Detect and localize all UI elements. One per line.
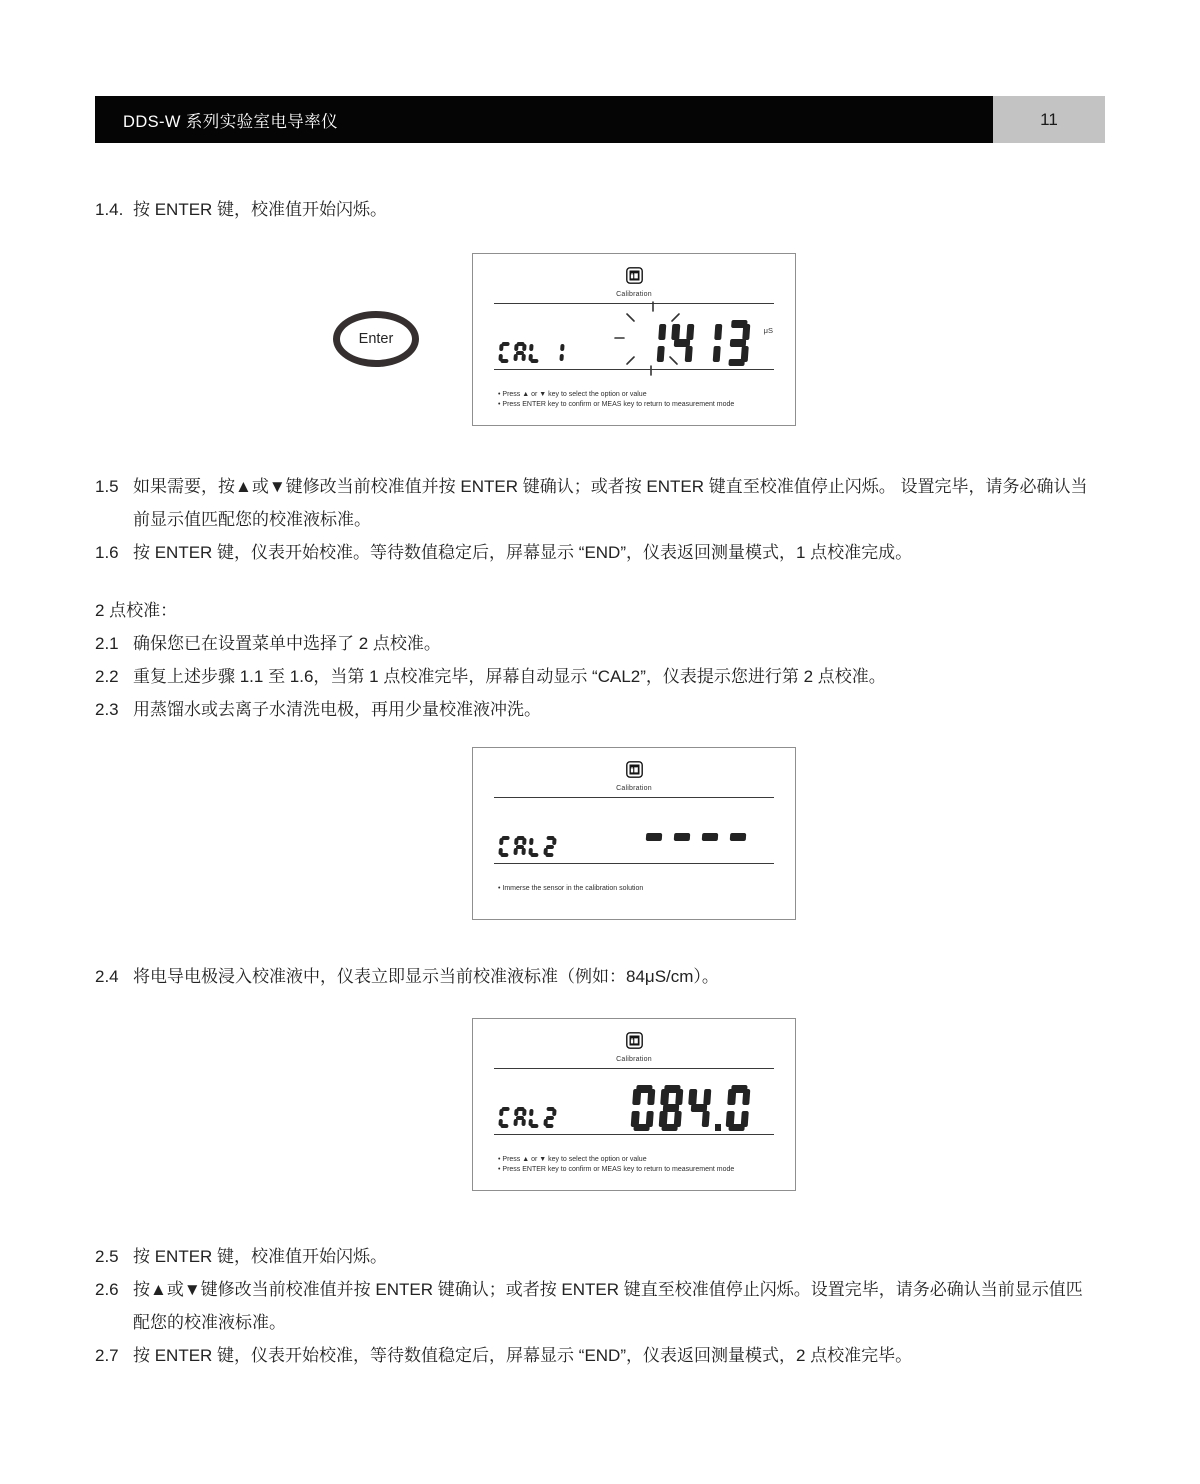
lcd-panel: [472, 1018, 796, 1191]
lcd-segment: [631, 1111, 640, 1128]
page-title: DDS-W 系列实验室电导率仪: [123, 112, 338, 131]
lcd-segment: [684, 346, 693, 363]
lcd-segment: [552, 838, 556, 845]
lcd-digit: [725, 320, 750, 366]
step-row: [95, 193, 1095, 226]
lcd-segment: [726, 1111, 735, 1128]
lcd-segment: [498, 848, 502, 855]
step-row: [95, 693, 1095, 726]
lcd-digit: [528, 1107, 541, 1128]
step-text: 用蒸馏水或去离子水清洗电极，再用少量校准液冲洗。: [133, 700, 541, 719]
lcd-value: [643, 814, 749, 860]
lcd-note: • Press ENTER key to confirm or MEAS key to return to measurement mode: [498, 1165, 735, 1173]
header-title-bar: [95, 96, 993, 143]
lcd-segment: [521, 1119, 525, 1126]
step-text: 按 ENTER 键，仪表开始校准，等待数值稳定后，屏幕显示 “END”，仪表返回测量模式，2 点校准完毕。: [133, 1346, 913, 1365]
enter-key-illustration: [333, 311, 419, 367]
lcd-divider-top: [494, 797, 774, 798]
lcd-segment: [702, 833, 719, 841]
calibration-icon-label: Calibration: [616, 785, 652, 792]
lcd-segment: [727, 1089, 736, 1106]
lcd-segment: [660, 1089, 669, 1106]
step-number: 2.5: [95, 1247, 119, 1266]
lcd-segment: [521, 354, 525, 361]
lcd-note: • Press ▲ or ▼ key to select the option or value: [498, 1156, 647, 1163]
lcd-panel: [472, 253, 796, 426]
lcd-divider-top: [494, 1068, 774, 1069]
step-number: 2.7: [95, 1346, 119, 1365]
lcd-segment: [671, 324, 680, 341]
lcd-display-row: [499, 310, 749, 366]
lcd-digit: [543, 1107, 556, 1128]
lcd-divider-top: [494, 303, 774, 304]
lcd-digit: [513, 1107, 526, 1128]
step-text: 确保您已在设置菜单中选择了 2 点校准。: [133, 634, 441, 653]
calibration-icon-block: [473, 1032, 795, 1063]
lcd-display-row: [499, 1075, 749, 1131]
lcd-digit: [498, 836, 511, 857]
lcd-divider-bottom: [494, 863, 774, 864]
calibration-icon-label: Calibration: [616, 291, 652, 298]
calibration-icon: [626, 267, 643, 289]
step-row: [95, 536, 1095, 569]
lcd-digit: [513, 342, 526, 363]
lcd-digit: [697, 814, 722, 860]
lcd-segment: [499, 838, 503, 845]
lcd-digit: [641, 814, 666, 860]
lcd-segment: [498, 1119, 502, 1126]
lcd-notes: [498, 390, 783, 409]
header-bar: [95, 96, 1105, 143]
lcd-segment: [560, 344, 564, 351]
step-text: 按 ENTER 键，仪表开始校准。等待数值稳定后，屏幕显示 “END”，仪表返回测量模式，1 点校准完成。: [133, 543, 913, 562]
step-text: 如果需要，按▲或▼键修改当前校准值并按 ENTER 键确认；或者按 ENTER 键直至校准值停止闪烁。 设置完毕，请务必确认当前显示值匹配您的校准液标准。: [133, 477, 1088, 529]
step-number: 2.1: [95, 634, 119, 653]
lcd-segment: [515, 845, 524, 849]
step-number: 2.4: [95, 967, 119, 986]
lcd-digit: [686, 1085, 711, 1131]
lcd-segment: [513, 354, 517, 361]
step-row: [95, 960, 1095, 993]
lcd-digit: [725, 1085, 750, 1131]
step-text: 将电导电极浸入校准液中，仪表立即显示当前校准液标准（例如：84μS/cm）。: [133, 967, 719, 986]
lcd-digit: [528, 836, 541, 857]
step-row: [95, 627, 1095, 660]
lcd-segment: [515, 1116, 524, 1120]
step-text: 重复上述步骤 1.1 至 1.6，当第 1 点校准完毕，屏幕自动显示 “CAL2”，仪表提示您进行第 2 点校准。: [133, 667, 886, 686]
lcd-divider-bottom: [494, 1134, 774, 1135]
calibration-icon-block: [473, 267, 795, 298]
lcd-mode-text: [499, 342, 564, 363]
lcd-segment: [521, 848, 525, 855]
lcd-unit: μS: [763, 326, 773, 335]
lcd-notes: [498, 884, 783, 894]
lcd-segment: [522, 344, 526, 351]
lcd-segment: [513, 848, 517, 855]
lcd-segment: [730, 833, 747, 841]
lcd-segment: [513, 1119, 517, 1126]
lcd-segment: [543, 848, 547, 855]
lcd-digit: [669, 320, 694, 366]
lcd-decimal-point: [715, 1124, 721, 1131]
calibration-icon: [626, 1032, 643, 1054]
lcd-segment: [559, 354, 563, 361]
lcd-segment: [656, 346, 665, 363]
lcd-digit: [498, 1107, 511, 1128]
lcd-segment: [714, 324, 723, 341]
lcd-segment: [529, 344, 533, 351]
lcd-digit: [630, 1085, 655, 1131]
lcd-digit: [513, 836, 526, 857]
lcd-segment: [529, 1109, 533, 1116]
lcd-display-row: [499, 804, 749, 860]
lcd-segment: [742, 1089, 751, 1106]
lcd-segment: [688, 1089, 697, 1106]
lcd-panel: [472, 747, 796, 920]
step-row: [95, 1273, 1095, 1339]
lcd-notes: [498, 1155, 783, 1174]
step-text: 按 ENTER 键，校准值开始闪烁。: [133, 200, 388, 219]
page-number-box: [993, 96, 1105, 143]
step-number: 2.3: [95, 700, 119, 719]
lcd-segment: [529, 838, 533, 845]
lcd-digit: [697, 320, 722, 366]
step-row: [95, 1339, 1095, 1372]
section-heading: 2 点校准：: [95, 601, 178, 620]
lcd-note: • Press ENTER key to confirm or MEAS key to return to measurement mode: [498, 400, 735, 408]
lcd-segment: [522, 838, 526, 845]
lcd-divider-bottom: [494, 369, 774, 370]
lcd-segment: [712, 346, 721, 363]
lcd-segment: [663, 1104, 680, 1112]
lcd-digit: [641, 320, 666, 366]
calibration-icon: [626, 761, 643, 783]
lcd-digit: [551, 342, 564, 363]
step-row: [95, 470, 1095, 536]
lcd-segment: [658, 324, 667, 341]
lcd-segment: [498, 354, 502, 361]
step-number: 1.6: [95, 543, 119, 562]
lcd-digit: [543, 836, 556, 857]
step-row: [95, 1240, 1095, 1273]
lcd-segment: [701, 1111, 710, 1128]
lcd-segment: [632, 1089, 641, 1106]
lcd-value: [643, 320, 749, 366]
lcd-segment: [522, 1109, 526, 1116]
calibration-icon-label: Calibration: [616, 1056, 652, 1063]
lcd-segment: [543, 1119, 547, 1126]
lcd-segment: [499, 1109, 503, 1116]
lcd-segment: [728, 359, 745, 367]
lcd-segment: [659, 1111, 668, 1128]
step-row: [95, 660, 1095, 693]
lcd-segment: [675, 1089, 684, 1106]
page-number: 11: [1040, 109, 1058, 129]
step-number: 1.4.: [95, 200, 124, 219]
lcd-segment: [499, 344, 503, 351]
lcd-segment: [552, 1109, 556, 1116]
lcd-note: • Immerse the sensor in the calibration solution: [498, 885, 644, 892]
lcd-segment: [703, 1089, 712, 1106]
lcd-digit: [658, 1085, 683, 1131]
lcd-mode-text: [499, 836, 556, 857]
lcd-segment: [515, 351, 524, 355]
lcd-segment: [528, 354, 532, 361]
lcd-segment: [528, 1119, 532, 1126]
step-text: 按▲或▼键修改当前校准值并按 ENTER 键确认；或者按 ENTER 键直至校准值停止闪烁。设置完毕，请务必确认当前显示值匹配您的校准液标准。: [133, 1280, 1083, 1332]
lcd-digit: [669, 814, 694, 860]
lcd-note: • Press ▲ or ▼ key to select the option or value: [498, 391, 647, 398]
step-text: 按 ENTER 键，校准值开始闪烁。: [133, 1247, 388, 1266]
lcd-digit: [725, 814, 750, 860]
calibration-icon-block: [473, 761, 795, 792]
step-number: 2.2: [95, 667, 119, 686]
lcd-segment: [686, 324, 695, 341]
step-number: 2.6: [95, 1280, 119, 1299]
step-number: 1.5: [95, 477, 119, 496]
lcd-digit: [528, 342, 541, 363]
lcd-value: [632, 1085, 749, 1131]
lcd-mode-text: [499, 1107, 556, 1128]
lcd-segment: [646, 833, 663, 841]
lcd-segment: [674, 833, 691, 841]
enter-key-label: Enter: [358, 331, 394, 347]
lcd-segment: [647, 1089, 656, 1106]
lcd-segment: [742, 324, 751, 341]
lcd-segment: [528, 848, 532, 855]
lcd-digit: [498, 342, 511, 363]
